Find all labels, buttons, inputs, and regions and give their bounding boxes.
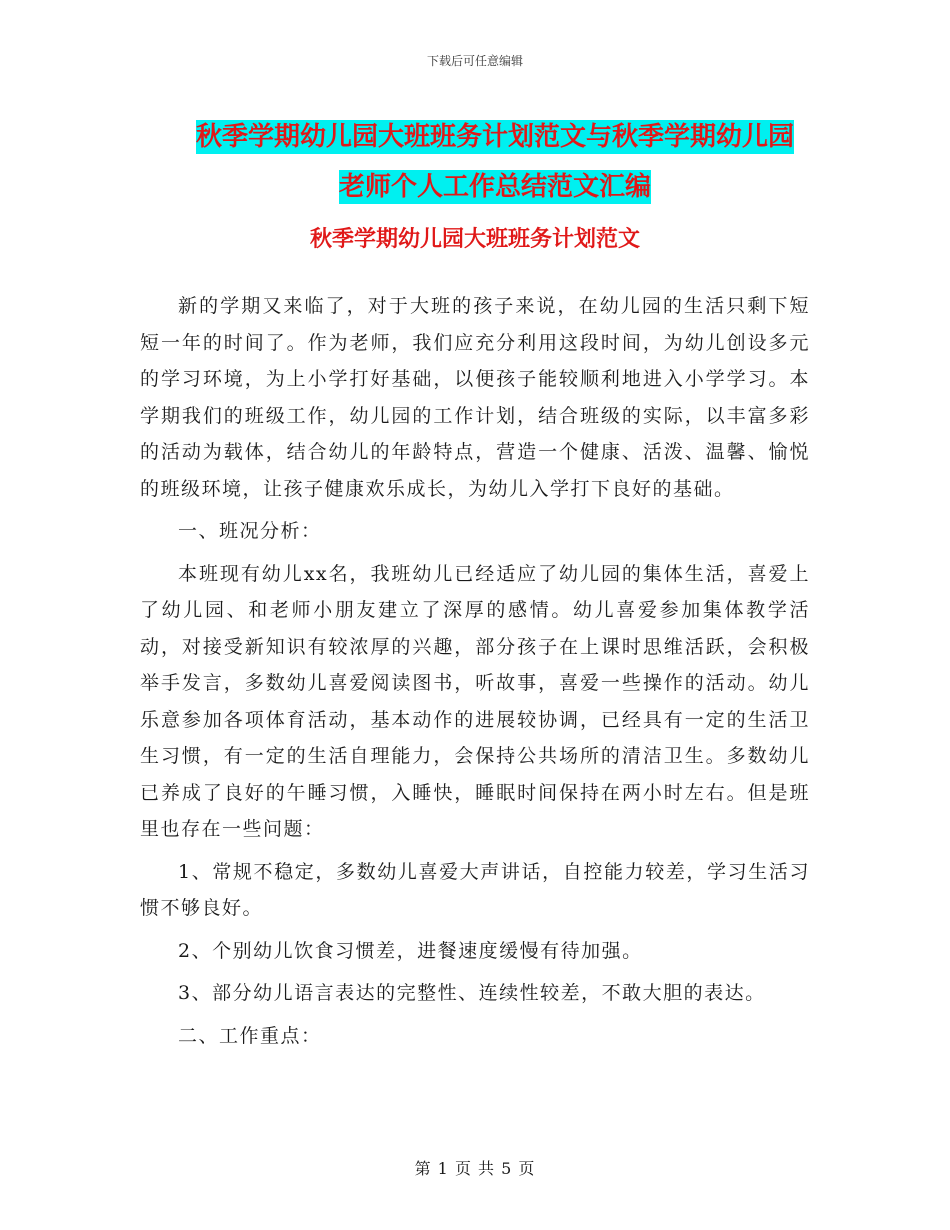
- list-item-3: 3、部分幼儿语言表达的完整性、连续性较差，不敢大胆的表达。: [178, 982, 766, 1004]
- section-title: 秋季学期幼儿园大班班务计划范文: [309, 227, 640, 252]
- document-title-line2: 老师个人工作总结范文汇编: [338, 172, 651, 202]
- list-item-1: 1、常规不稳定，多数幼儿喜爱大声讲话，自控能力较差，学习生活习惯不够良好。: [140, 860, 810, 919]
- heading-work-focus: 二、工作重点：: [178, 1024, 322, 1047]
- heading-class-analysis: 一、班况分析：: [178, 520, 322, 542]
- paragraph-intro: 新的学期又来临了，对于大班的孩子来说，在幼儿园的生活只剩下短短一年的时间了。作为老师，我们应充分利用这段时间，为幼儿创设多元的学习环境，为上小学打好基础，以便孩子能较顺利地进入小学学习。本学期我们的班级工作，幼儿园的工作计划，结合班级的实际，以丰富多彩的活动为载体，结合幼儿的年龄特点，营造一个健康、活泼、温馨、愉悦的班级环境，让孩子健康欢乐成长，为幼儿入学打下良好的基础。: [140, 295, 810, 500]
- header-note: 下载后可任意编辑: [426, 54, 523, 68]
- document-title-line1: 秋季学期幼儿园大班班务计划范文与秋季学期幼儿园: [195, 122, 794, 152]
- body-text: [140, 288, 810, 1060]
- paragraph-class-analysis: 本班现有幼儿xx名，我班幼儿已经适应了幼儿园的集体生活，喜爱上了幼儿园、和老师小朋友建立了深厚的感情。幼儿喜爱参加集体教学活动，对接受新知识有较浓厚的兴趣，部分孩子在上课时思维活跃，会积极举手发言，多数幼儿喜爱阅读图书，听故事，喜爱一些操作的活动。幼儿乐意参加各项体育活动，基本动作的进展较协调，已经具有一定的生活卫生习惯，有一定的生活自理能力，会保持公共场所的清洁卫生。多数幼儿已养成了良好的午睡习惯，入睡快，睡眠时间保持在两小时左右。但是班里也存在一些问题：: [140, 562, 810, 840]
- document-title: [150, 112, 840, 212]
- page-footer: 第 1 页 共 5 页: [414, 1159, 536, 1178]
- list-item-2: 2、个别幼儿饮食习惯差，进餐速度缓慢有待加强。: [178, 939, 643, 962]
